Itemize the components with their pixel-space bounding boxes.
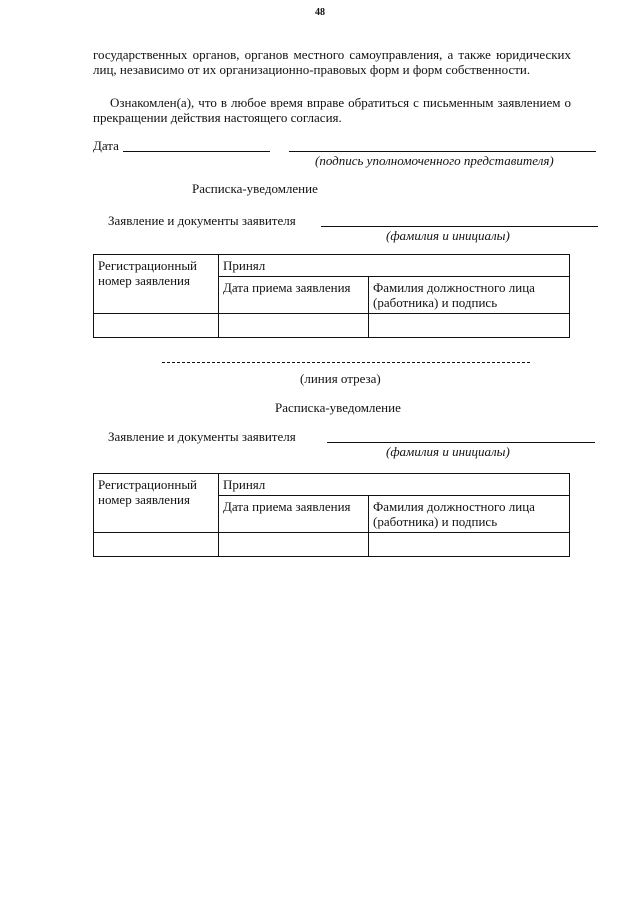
- official-header: Фамилия должностного лица (работника) и подпись: [369, 496, 570, 533]
- reg-number-header: Регистрационный номер заявления: [94, 255, 219, 314]
- official-cell[interactable]: [369, 314, 570, 338]
- date-cell[interactable]: [219, 533, 369, 557]
- signature-field-line[interactable]: [289, 151, 596, 152]
- consent-paragraph-end: государственных органов, органов местного самоуправления, а также юридических лиц, независимо от их организационно-правовых форм и форм собственности.: [93, 47, 571, 77]
- applicant-name-line[interactable]: [327, 442, 595, 443]
- date-header: Дата приема заявления: [219, 496, 369, 533]
- cut-line: [162, 362, 530, 363]
- receipt-table: [93, 254, 570, 338]
- reg-number-cell[interactable]: [94, 314, 219, 338]
- accepted-header: Принял: [219, 474, 570, 496]
- official-cell[interactable]: [369, 533, 570, 557]
- date-header: Дата приема заявления: [219, 277, 369, 314]
- page-number: 48: [315, 7, 325, 18]
- receipt-table: [93, 473, 570, 557]
- applicant-label: Заявление и документы заявителя: [108, 213, 296, 228]
- applicant-name-line[interactable]: [321, 226, 598, 227]
- revocation-paragraph: Ознакомлен(а), что в любое время вправе обратиться с письменным заявлением о прекращении действия настоящего согласия.: [93, 95, 571, 125]
- applicant-label: Заявление и документы заявителя: [108, 429, 296, 444]
- receipt-title: Расписка-уведомление: [275, 400, 401, 415]
- date-cell[interactable]: [219, 314, 369, 338]
- date-label: Дата: [93, 138, 119, 153]
- reg-number-cell[interactable]: [94, 533, 219, 557]
- reg-number-header: Регистрационный номер заявления: [94, 474, 219, 533]
- date-field-line[interactable]: [123, 151, 270, 152]
- receipt-title: Расписка-уведомление: [192, 181, 318, 196]
- name-caption: (фамилия и инициалы): [386, 228, 510, 243]
- official-header: Фамилия должностного лица (работника) и подпись: [369, 277, 570, 314]
- accepted-header: Принял: [219, 255, 570, 277]
- name-caption: (фамилия и инициалы): [386, 444, 510, 459]
- cut-line-caption: (линия отреза): [300, 371, 381, 386]
- signature-caption: (подпись уполномоченного представителя): [315, 153, 554, 168]
